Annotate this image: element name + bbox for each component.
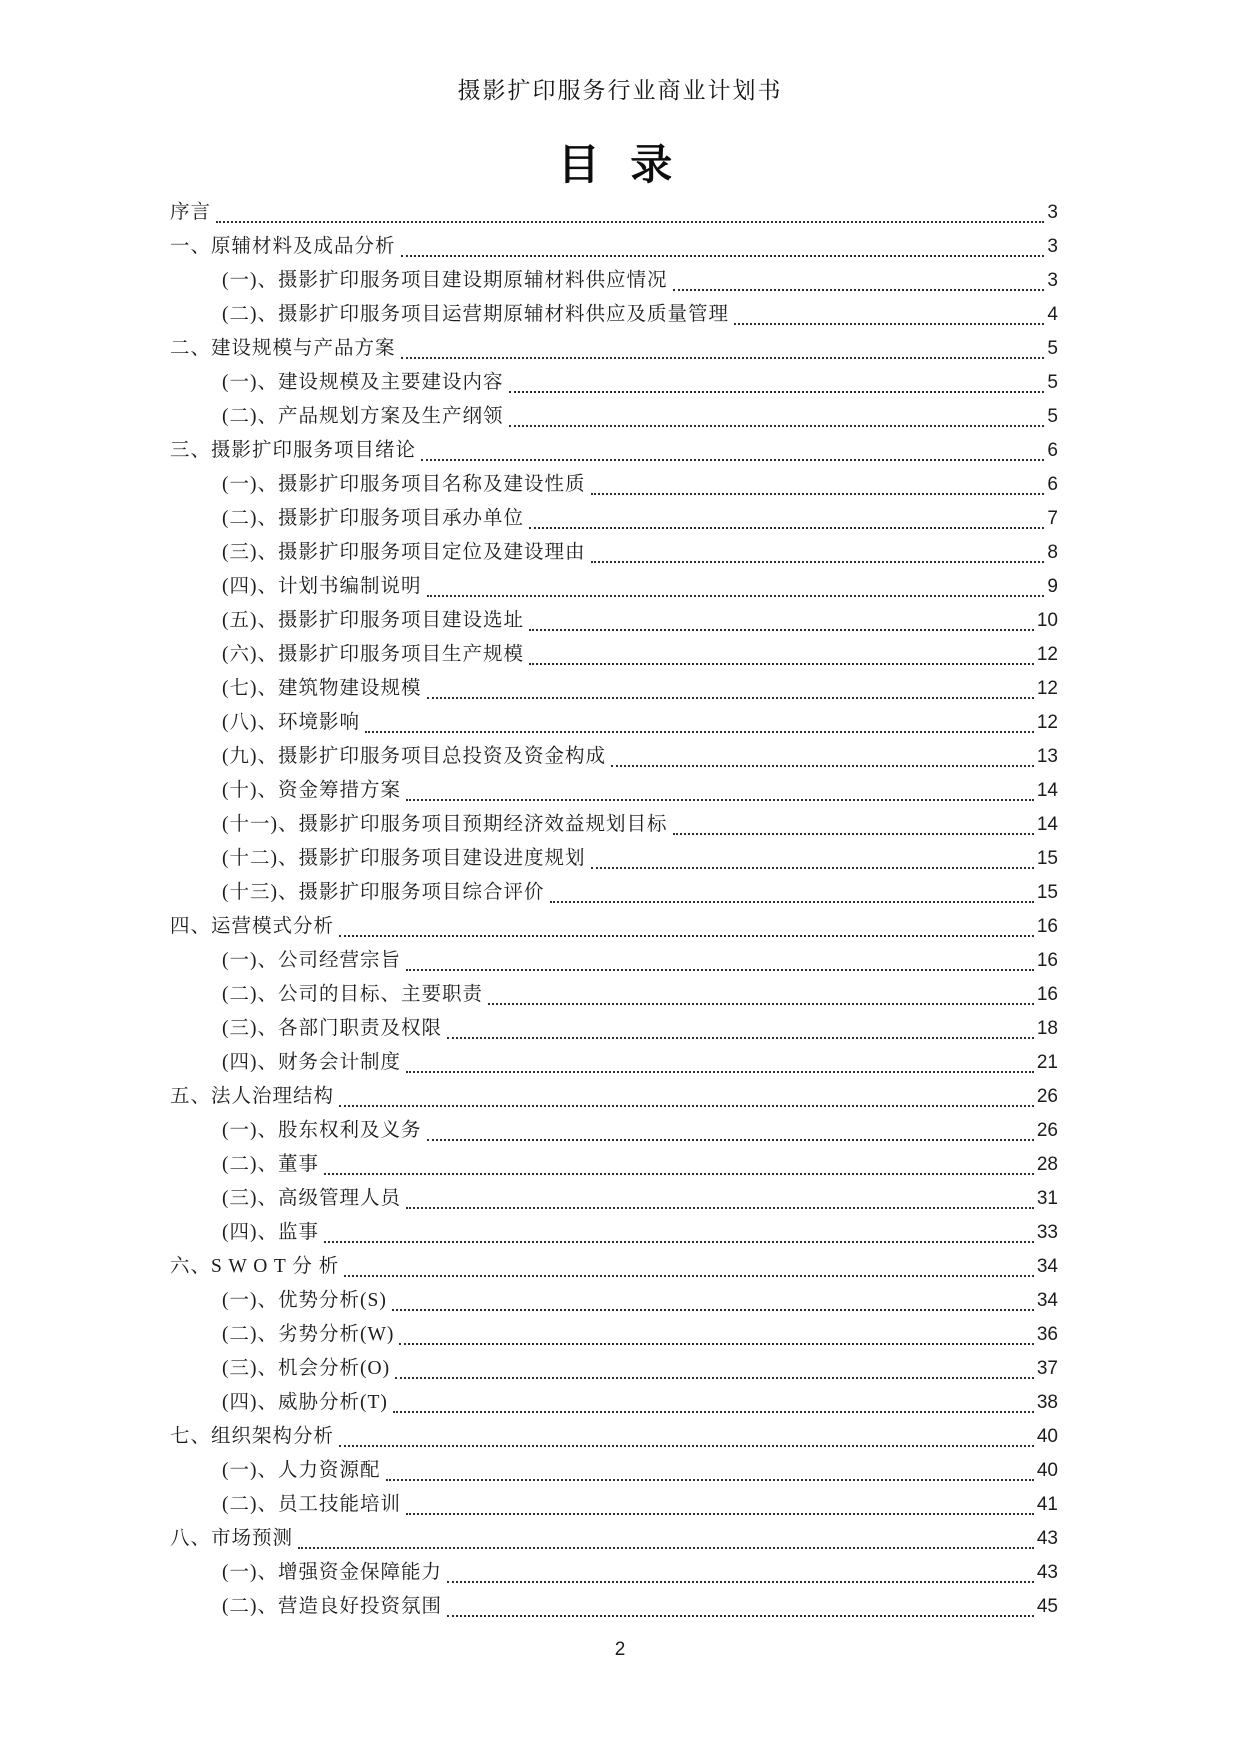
- toc-entry[interactable]: [170, 944, 1058, 978]
- toc-dotted-leader: [586, 842, 1037, 876]
- toc-entry-page-number: 28: [1036, 1154, 1058, 1175]
- toc-entry-page-number: 26: [1036, 1120, 1058, 1141]
- toc-dotted-leader: [668, 808, 1037, 842]
- toc-dotted-leader: [504, 400, 1048, 434]
- toc-dotted-leader: [586, 468, 1048, 502]
- toc-entry[interactable]: [170, 1046, 1058, 1080]
- toc-entry[interactable]: [170, 1284, 1058, 1318]
- toc-dotted-leader: [442, 1556, 1037, 1590]
- toc-entry-page-number: 16: [1036, 950, 1058, 971]
- toc-dotted-leader: [504, 366, 1048, 400]
- toc-entry[interactable]: [170, 740, 1058, 774]
- toc-entry[interactable]: [170, 638, 1058, 672]
- toc-entry[interactable]: [170, 1250, 1058, 1284]
- toc-entry-page-number: 5: [1047, 406, 1058, 427]
- toc-entry-page-number: 6: [1047, 474, 1058, 495]
- toc-dotted-leader: [422, 570, 1048, 604]
- toc-entry-label: 四、运营模式分析: [170, 916, 335, 937]
- toc-entry-page-number: 18: [1036, 1018, 1058, 1039]
- toc-entry-page-number: 15: [1036, 882, 1058, 903]
- toc-entry-label: (五)、摄影扩印服务项目建设选址: [222, 610, 524, 631]
- toc-entry[interactable]: [170, 570, 1058, 604]
- toc-dotted-leader: [381, 1454, 1037, 1488]
- toc-entry-label: (二)、公司的目标、主要职责: [222, 984, 483, 1005]
- toc-entry[interactable]: [170, 910, 1058, 944]
- toc-dotted-leader: [416, 434, 1047, 468]
- toc-entry-label: (二)、摄影扩印服务项目承办单位: [222, 508, 524, 529]
- toc-entry[interactable]: [170, 808, 1058, 842]
- toc-entry-page-number: 4: [1047, 304, 1058, 325]
- toc-entry-page-number: 13: [1036, 746, 1058, 767]
- toc-entry[interactable]: [170, 1012, 1058, 1046]
- toc-entry-page-number: 21: [1036, 1052, 1058, 1073]
- toc-entry-label: 三、摄影扩印服务项目绪论: [170, 440, 417, 461]
- toc-dotted-leader: [394, 1318, 1036, 1352]
- toc-entry-label: (二)、摄影扩印服务项目运营期原辅材料供应及质量管理: [222, 304, 729, 325]
- toc-entry-label: (八)、环境影响: [222, 712, 360, 733]
- toc-dotted-leader: [401, 1182, 1037, 1216]
- toc-dotted-leader: [729, 298, 1047, 332]
- toc-entry[interactable]: [170, 536, 1058, 570]
- toc-entry-label: (十三)、摄影扩印服务项目综合评价: [222, 882, 545, 903]
- toc-dotted-leader: [396, 230, 1048, 264]
- toc-entry-page-number: 3: [1047, 202, 1058, 223]
- toc-entry-page-number: 3: [1047, 236, 1058, 257]
- toc-entry[interactable]: [170, 502, 1058, 536]
- toc-dotted-leader: [422, 1114, 1037, 1148]
- toc-entry-label: (九)、摄影扩印服务项目总投资及资金构成: [222, 746, 606, 767]
- toc-title: 目 录: [557, 143, 683, 189]
- toc-entry-label: (一)、摄影扩印服务项目名称及建设性质: [222, 474, 586, 495]
- toc-entry-label: (一)、公司经营宗旨: [222, 950, 401, 971]
- toc-entry-label: (二)、员工技能培训: [222, 1494, 401, 1515]
- toc-entry-label: (二)、产品规划方案及生产纲领: [222, 406, 504, 427]
- toc-entry[interactable]: [170, 366, 1058, 400]
- toc-entry-page-number: 10: [1036, 610, 1058, 631]
- toc-dotted-leader: [319, 1148, 1037, 1182]
- toc-entry-label: (四)、财务会计制度: [222, 1052, 401, 1073]
- toc-dotted-leader: [401, 774, 1037, 808]
- toc-entry-label: 序言: [170, 202, 212, 223]
- toc-dotted-leader: [422, 672, 1037, 706]
- toc-entry[interactable]: [170, 1420, 1058, 1454]
- toc-entry[interactable]: [170, 978, 1058, 1012]
- toc-entry-label: (三)、摄影扩印服务项目定位及建设理由: [222, 542, 586, 563]
- toc-entry-page-number: 33: [1036, 1222, 1058, 1243]
- toc-entry-page-number: 34: [1036, 1290, 1058, 1311]
- toc-entry-page-number: 8: [1047, 542, 1058, 563]
- toc-entry-label: (一)、摄影扩印服务项目建设期原辅材料供应情况: [222, 270, 668, 291]
- toc-dotted-leader: [396, 332, 1048, 366]
- toc-entry[interactable]: [170, 604, 1058, 638]
- toc-entry-label: (十二)、摄影扩印服务项目建设进度规划: [222, 848, 586, 869]
- toc-dotted-leader: [360, 706, 1037, 740]
- page-number-footer: 2: [614, 1639, 626, 1660]
- toc-entry-page-number: 37: [1036, 1358, 1058, 1379]
- toc-entry-page-number: 5: [1047, 372, 1058, 393]
- toc-entry-label: (三)、各部门职责及权限: [222, 1018, 442, 1039]
- toc-entry-page-number: 12: [1036, 712, 1058, 733]
- toc-dotted-leader: [334, 1420, 1037, 1454]
- toc-entry[interactable]: [170, 1590, 1058, 1624]
- toc-entry-label: 八、市场预测: [170, 1528, 294, 1549]
- toc-entry-label: (二)、董事: [222, 1154, 319, 1175]
- toc-dotted-leader: [483, 978, 1037, 1012]
- toc-dotted-leader: [390, 1352, 1037, 1386]
- toc-entry[interactable]: [170, 332, 1058, 366]
- toc-entry-label: (三)、机会分析(O): [222, 1358, 391, 1379]
- toc-entry-page-number: 14: [1036, 814, 1058, 835]
- toc-dotted-leader: [668, 264, 1048, 298]
- toc-entry-label: (十)、资金筹措方案: [222, 780, 401, 801]
- toc-entry-label: (一)、股东权利及义务: [222, 1120, 422, 1141]
- toc-entry[interactable]: [170, 672, 1058, 706]
- toc-entry-label: (七)、建筑物建设规模: [222, 678, 422, 699]
- toc-entry-page-number: 7: [1047, 508, 1058, 529]
- toc-entry-page-number: 45: [1036, 1596, 1058, 1617]
- toc-entry-page-number: 15: [1036, 848, 1058, 869]
- toc-entry-label: (二)、劣势分析(W): [222, 1324, 395, 1345]
- toc-entry[interactable]: [170, 196, 1058, 230]
- toc-entry-label: (一)、人力资源配: [222, 1460, 381, 1481]
- toc-dotted-leader: [334, 910, 1037, 944]
- toc-entry[interactable]: [170, 1386, 1058, 1420]
- toc-entry-label: (四)、计划书编制说明: [222, 576, 422, 597]
- toc-entry[interactable]: [170, 842, 1058, 876]
- toc-entry-label: (四)、监事: [222, 1222, 319, 1243]
- toc-entry-page-number: 26: [1036, 1086, 1058, 1107]
- toc-dotted-leader: [387, 1284, 1037, 1318]
- toc-entry-label: 二、建设规模与产品方案: [170, 338, 396, 359]
- toc-entry-label: 一、原辅材料及成品分析: [170, 236, 396, 257]
- toc-entry-label: (三)、高级管理人员: [222, 1188, 401, 1209]
- toc-entry[interactable]: [170, 298, 1058, 332]
- toc-entry[interactable]: [170, 706, 1058, 740]
- toc-entry[interactable]: [170, 1148, 1058, 1182]
- toc-entry-label: (十一)、摄影扩印服务项目预期经济效益规划目标: [222, 814, 668, 835]
- toc-entry-page-number: 41: [1036, 1494, 1058, 1515]
- toc-entry[interactable]: [170, 1216, 1058, 1250]
- toc-entry-page-number: 43: [1036, 1562, 1058, 1583]
- toc-entry-label: (六)、摄影扩印服务项目生产规模: [222, 644, 524, 665]
- toc-entry-label: 六、S W O T 分 析: [170, 1256, 340, 1277]
- toc-entry-page-number: 14: [1036, 780, 1058, 801]
- toc-entry[interactable]: [170, 774, 1058, 808]
- toc-dotted-leader: [401, 944, 1037, 978]
- toc-entry[interactable]: [170, 434, 1058, 468]
- toc-entry[interactable]: [170, 1556, 1058, 1590]
- toc-entry[interactable]: [170, 1454, 1058, 1488]
- toc-dotted-leader: [401, 1046, 1037, 1080]
- toc-dotted-leader: [401, 1488, 1037, 1522]
- toc-entry-page-number: 40: [1036, 1460, 1058, 1481]
- toc-dotted-leader: [545, 876, 1037, 910]
- toc-entry-page-number: 9: [1047, 576, 1058, 597]
- toc-dotted-leader: [442, 1012, 1037, 1046]
- toc-dotted-leader: [524, 604, 1037, 638]
- document-header-title: 摄影扩印服务行业商业计划书: [457, 78, 783, 103]
- toc-entry[interactable]: [170, 1488, 1058, 1522]
- toc-entry-label: 五、法人治理结构: [170, 1086, 335, 1107]
- toc-entry-page-number: 16: [1036, 916, 1058, 937]
- toc-entry-label: (四)、威胁分析(T): [222, 1392, 388, 1413]
- toc-entry-page-number: 36: [1036, 1324, 1058, 1345]
- toc-list: [170, 196, 1058, 1624]
- toc-dotted-leader: [334, 1080, 1037, 1114]
- toc-dotted-leader: [524, 638, 1037, 672]
- toc-dotted-leader: [586, 536, 1048, 570]
- toc-entry-page-number: 6: [1047, 440, 1058, 461]
- toc-dotted-leader: [319, 1216, 1037, 1250]
- toc-entry[interactable]: [170, 1080, 1058, 1114]
- toc-entry-label: (一)、建设规模及主要建设内容: [222, 372, 504, 393]
- toc-entry-page-number: 12: [1036, 644, 1058, 665]
- toc-dotted-leader: [606, 740, 1037, 774]
- toc-entry-page-number: 34: [1036, 1256, 1058, 1277]
- toc-dotted-leader: [339, 1250, 1037, 1284]
- toc-entry-page-number: 43: [1036, 1528, 1058, 1549]
- toc-dotted-leader: [293, 1522, 1037, 1556]
- toc-entry-page-number: 40: [1036, 1426, 1058, 1447]
- toc-entry-label: (一)、增强资金保障能力: [222, 1562, 442, 1583]
- toc-entry-page-number: 3: [1047, 270, 1058, 291]
- toc-entry-page-number: 12: [1036, 678, 1058, 699]
- toc-entry[interactable]: [170, 876, 1058, 910]
- toc-dotted-leader: [211, 196, 1047, 230]
- toc-entry-page-number: 31: [1036, 1188, 1058, 1209]
- toc-entry[interactable]: [170, 1352, 1058, 1386]
- toc-entry[interactable]: [170, 1318, 1058, 1352]
- toc-dotted-leader: [388, 1386, 1037, 1420]
- toc-entry[interactable]: [170, 1522, 1058, 1556]
- toc-entry-page-number: 5: [1047, 338, 1058, 359]
- toc-dotted-leader: [524, 502, 1047, 536]
- toc-entry-page-number: 38: [1036, 1392, 1058, 1413]
- toc-entry[interactable]: [170, 1114, 1058, 1148]
- toc-entry-page-number: 16: [1036, 984, 1058, 1005]
- toc-entry-label: (一)、优势分析(S): [222, 1290, 387, 1311]
- toc-entry[interactable]: [170, 230, 1058, 264]
- toc-entry-label: 七、组织架构分析: [170, 1426, 335, 1447]
- toc-entry[interactable]: [170, 1182, 1058, 1216]
- toc-entry-label: (二)、营造良好投资氛围: [222, 1596, 442, 1617]
- toc-entry[interactable]: [170, 400, 1058, 434]
- toc-entry[interactable]: [170, 264, 1058, 298]
- toc-dotted-leader: [442, 1590, 1037, 1624]
- toc-entry[interactable]: [170, 468, 1058, 502]
